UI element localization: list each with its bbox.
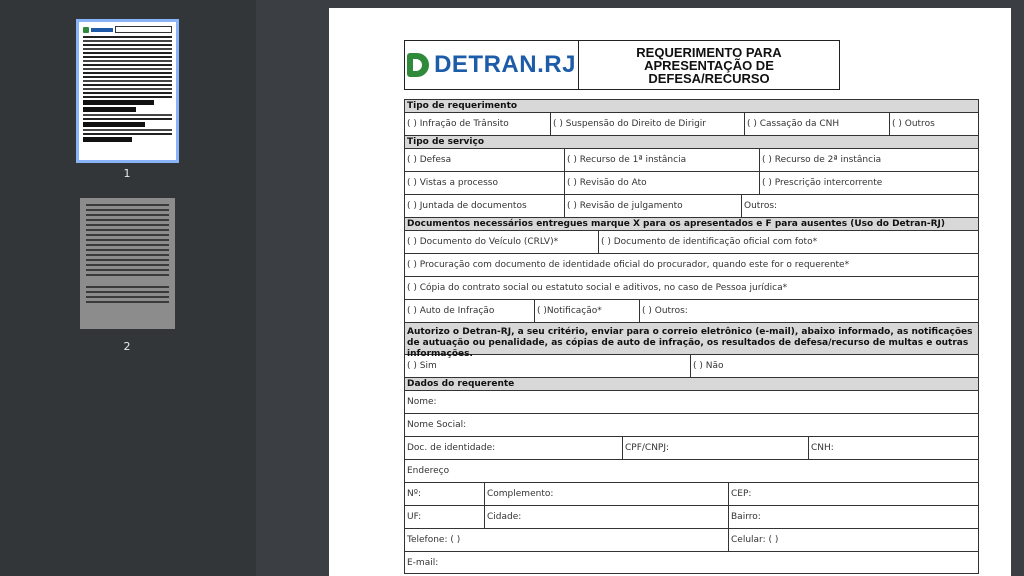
checkbox-identificacao[interactable]: ( ) Documento de identificação oficial com foto*	[601, 237, 818, 247]
cep-field[interactable]: CEP:	[731, 489, 752, 499]
docs-row-1	[404, 230, 979, 253]
checkbox-cassacao[interactable]: ( ) Cassação da CNH	[745, 113, 890, 135]
telefone-field[interactable]: Telefone: ( )	[405, 529, 729, 551]
numero-field[interactable]: Nº:	[405, 483, 485, 505]
section-tipo-servico: Tipo de serviço	[404, 135, 979, 148]
checkbox-notificacao[interactable]: ( )Notificação*	[535, 300, 640, 322]
email-row	[404, 551, 979, 574]
logo-text: DETRAN.RJ	[434, 51, 576, 78]
detran-logo	[405, 41, 579, 89]
telefone-row	[404, 528, 979, 551]
checkbox-defesa[interactable]: ( ) Defesa	[405, 149, 565, 171]
checkbox-suspensao[interactable]: ( ) Suspensão do Direito de Dirigir	[551, 113, 745, 135]
tipo-requerimento-row	[404, 112, 979, 135]
form-header	[404, 40, 840, 90]
cnh-field[interactable]: CNH:	[811, 443, 834, 453]
checkbox-sim[interactable]: ( ) Sim	[405, 355, 691, 377]
email-field[interactable]: E-mail:	[407, 557, 439, 568]
servico-outros-field[interactable]: Outros:	[744, 201, 778, 211]
checkbox-nao[interactable]: ( ) Não	[693, 361, 724, 371]
page-number-1: 1	[123, 167, 131, 180]
page-number-2: 2	[123, 340, 131, 353]
page-thumbnail-1[interactable]	[76, 19, 179, 163]
autorizacao-text: Autorizo o Detran-RJ, a seu critério, enviar para o correio eletrônico (e-mail), abaixo informado, as notificações de autuação ou penalidade, as cópias de auto de infração, os resultados de defesa/recurso de multas e outras informações.	[404, 322, 979, 354]
checkbox-recurso-1[interactable]: ( ) Recurso de 1ª instância	[565, 149, 760, 171]
document-page	[329, 8, 1011, 576]
nome-row	[404, 390, 979, 413]
checkbox-prescricao[interactable]: ( ) Prescrição intercorrente	[762, 178, 883, 188]
checkbox-crlv[interactable]: ( ) Documento do Veículo (CRLV)*	[405, 231, 599, 253]
page-thumbnail-2[interactable]	[80, 198, 175, 329]
section-dados-requerente: Dados do requerente	[404, 377, 979, 390]
endereco-detail-row-1	[404, 482, 979, 505]
endereco-row	[404, 459, 979, 482]
checkbox-infracao[interactable]: ( ) Infração de Trânsito	[405, 113, 551, 135]
servico-row-3	[404, 194, 979, 217]
endereco-detail-row-2	[404, 505, 979, 528]
uf-field[interactable]: UF:	[405, 506, 485, 528]
checkbox-procuracao[interactable]: ( ) Procuração com documento de identidade oficial do procurador, quando este for o requerente*	[407, 260, 850, 270]
title-line-3: DEFESA/RECURSO	[648, 70, 770, 86]
checkbox-auto-infracao[interactable]: ( ) Auto de Infração	[405, 300, 535, 322]
thumbnail-logo	[83, 26, 172, 33]
doc-identidade-field[interactable]: Doc. de identidade:	[405, 437, 623, 459]
servico-row-2	[404, 171, 979, 194]
thumbnail-sidebar	[0, 0, 256, 576]
cidade-field[interactable]: Cidade:	[485, 506, 729, 528]
servico-row-1	[404, 148, 979, 171]
checkbox-recurso-2[interactable]: ( ) Recurso de 2ª instância	[762, 155, 882, 165]
nome-social-row	[404, 413, 979, 436]
docs-row-2	[404, 253, 979, 276]
docs-row-3	[404, 276, 979, 299]
section-documentos: Documentos necessários entregues marque X para os apresentados e F para ausentes (Uso do Detran-RJ)	[404, 217, 979, 230]
bairro-field[interactable]: Bairro:	[731, 512, 761, 522]
celular-field[interactable]: Celular: ( )	[731, 535, 779, 545]
nome-field[interactable]: Nome:	[407, 397, 437, 407]
sim-nao-row	[404, 354, 979, 377]
checkbox-outros[interactable]: ( ) Outros	[892, 119, 935, 129]
nome-social-field[interactable]: Nome Social:	[407, 420, 467, 430]
request-form	[404, 99, 979, 574]
endereco-field[interactable]: Endereço	[407, 466, 450, 476]
detran-logo-icon	[407, 53, 429, 77]
complemento-field[interactable]: Complemento:	[485, 483, 729, 505]
title-line-1: REQUERIMENTO PARA	[636, 44, 782, 60]
cpf-cnpj-field[interactable]: CPF/CNPJ:	[623, 437, 809, 459]
checkbox-revisao-julgamento[interactable]: ( ) Revisão de julgamento	[565, 195, 742, 217]
checkbox-docs-outros[interactable]: ( ) Outros:	[642, 306, 688, 316]
checkbox-contrato-social[interactable]: ( ) Cópia do contrato social ou estatuto social e aditivos, no caso de Pessoa jurídica*	[407, 283, 788, 293]
section-tipo-requerimento: Tipo de requerimento	[404, 99, 979, 112]
docs-row-4	[404, 299, 979, 322]
checkbox-revisao-ato[interactable]: ( ) Revisão do Ato	[565, 172, 760, 194]
checkbox-vistas[interactable]: ( ) Vistas a processo	[405, 172, 565, 194]
title-line-2: APRESENTAÇÃO DE	[644, 57, 774, 73]
form-title	[579, 41, 839, 89]
doc-ident-row	[404, 436, 979, 459]
checkbox-juntada[interactable]: ( ) Juntada de documentos	[405, 195, 565, 217]
